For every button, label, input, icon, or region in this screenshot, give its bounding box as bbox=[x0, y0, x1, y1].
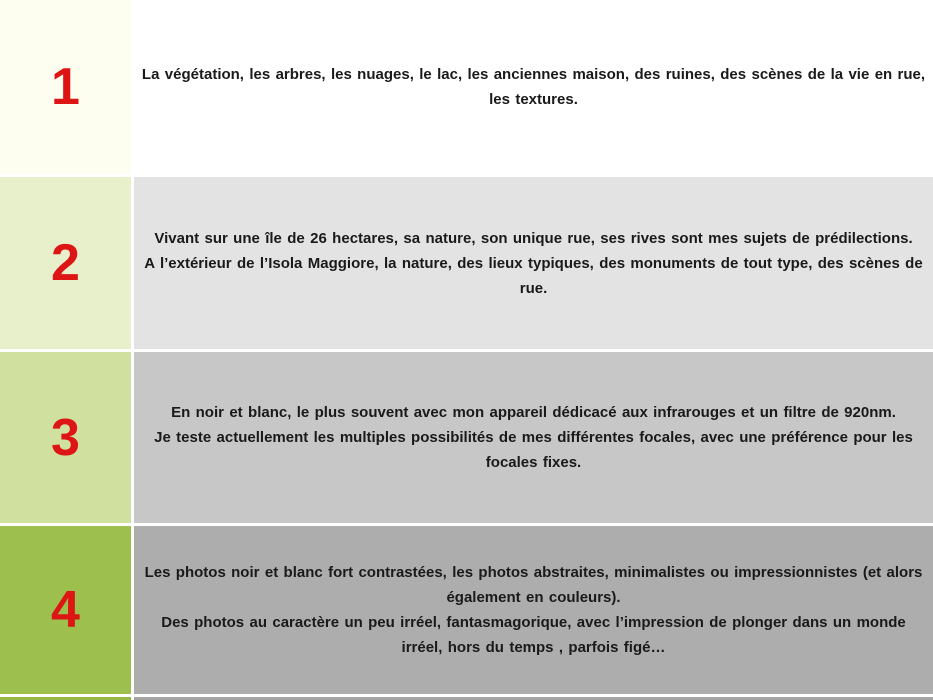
row-text-cell bbox=[134, 0, 933, 174]
row-paragraph: En noir et blanc, le plus souvent avec mon appareil dédicacé aux infrarouges et un filtre de 920nm. bbox=[171, 404, 896, 421]
row-number: 3 bbox=[51, 408, 80, 467]
row-paragraph: Les photos noir et blanc fort contrastées, les photos abstraites, minimalistes ou impressionnistes (et alors également en couleurs). bbox=[144, 564, 923, 606]
row-number-cell bbox=[0, 177, 131, 349]
row-paragraph: La végétation, les arbres, les nuages, le lac, les anciennes maison, des ruines, des scènes de la vie en rue, les textures. bbox=[141, 66, 926, 108]
row-number: 2 bbox=[51, 234, 80, 292]
row-text-cell bbox=[134, 177, 933, 349]
table-row bbox=[0, 526, 933, 694]
table-row bbox=[0, 352, 933, 523]
row-paragraph: Des photos au caractère un peu irréel, fantasmagorique, avec l’impression de plonger dans un monde irréel, hors du temps , parfois figé… bbox=[161, 614, 906, 656]
row-number: 4 bbox=[51, 581, 80, 639]
table-row bbox=[0, 177, 933, 349]
row-number: 1 bbox=[51, 58, 80, 116]
table-row bbox=[0, 0, 933, 174]
row-text-cell bbox=[134, 526, 933, 694]
row-paragraph: Vivant sur une île de 26 hectares, sa nature, son unique rue, ses rives sont mes sujets de prédilections. bbox=[154, 229, 913, 247]
row-number-cell bbox=[0, 352, 131, 523]
row-paragraph: Je teste actuellement les multiples possibilités de mes différentes focales, avec une préférence pour les focales fixes. bbox=[154, 429, 913, 471]
row-number-cell bbox=[0, 526, 131, 694]
row-paragraph: A l’extérieur de l’Isola Maggiore, la nature, des lieux typiques, des monuments de tout type, des scènes de rue. bbox=[144, 254, 923, 297]
row-text-cell bbox=[134, 352, 933, 523]
row-number-cell bbox=[0, 0, 131, 174]
